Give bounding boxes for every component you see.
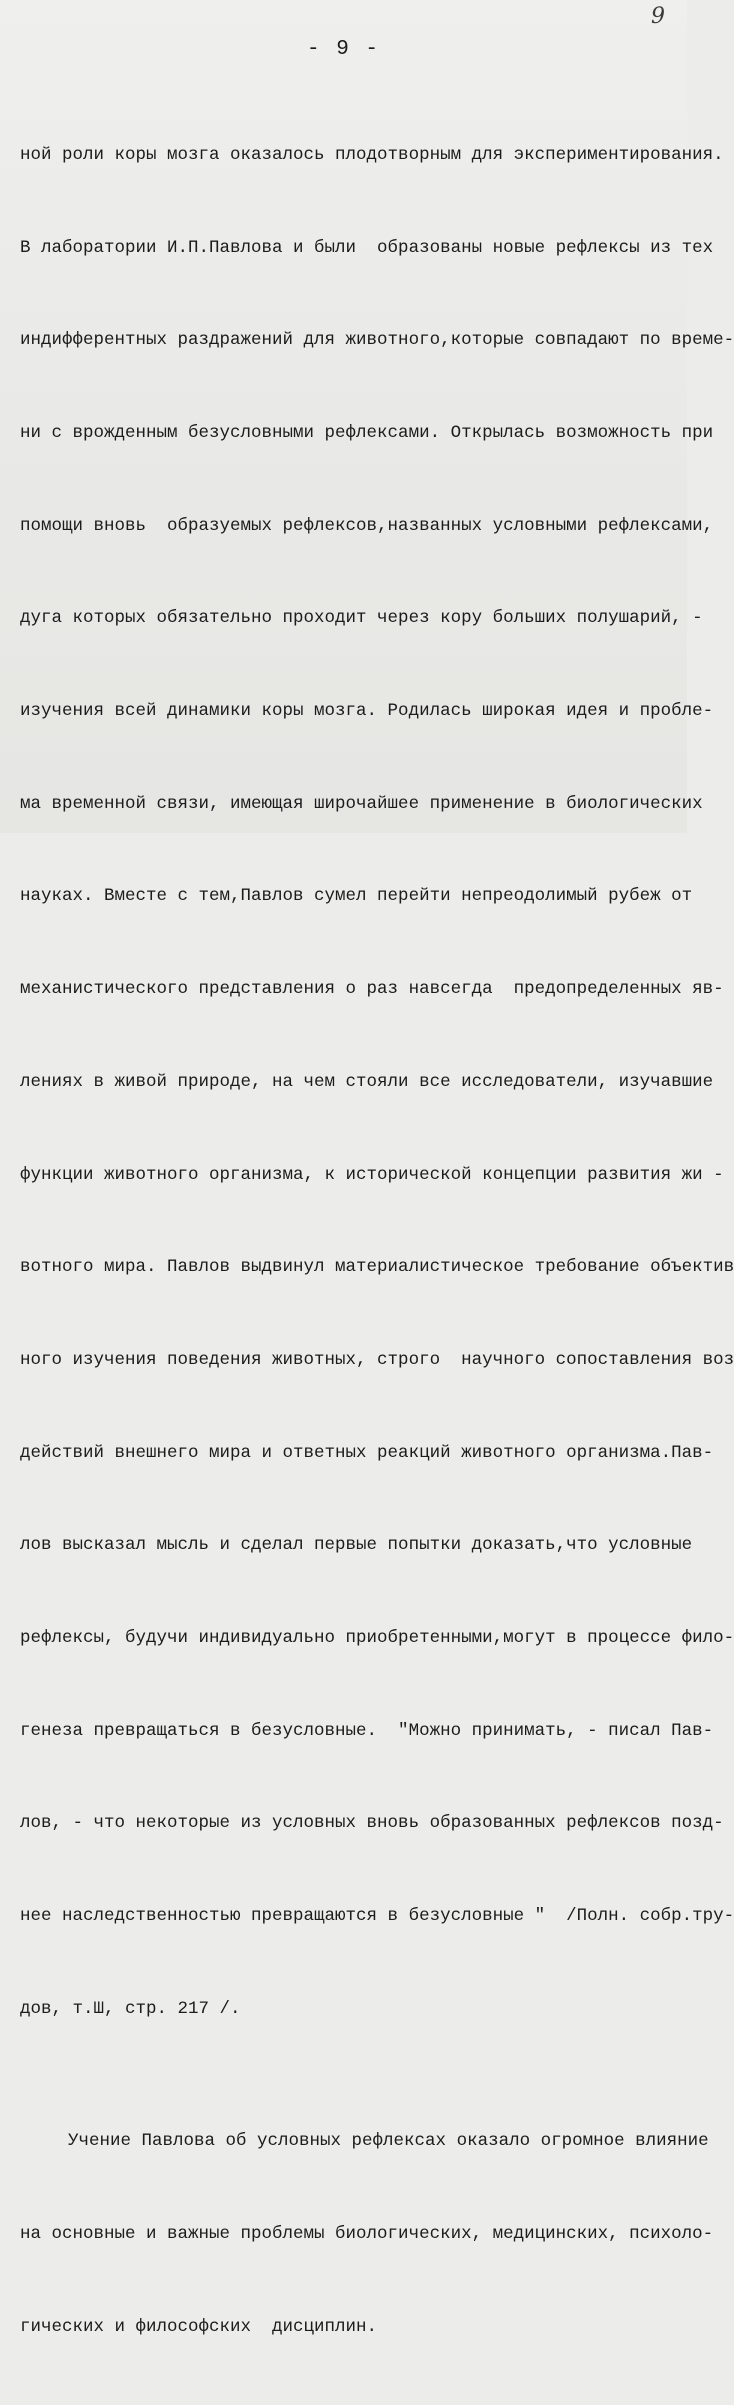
text-line: лов, - что некоторые из условных вновь образованных рефлексов позд-: [20, 1813, 724, 1834]
text-line: нее наследственностью превращаются в безусловные " /Полн. собр.тру-: [20, 1906, 734, 1927]
text-line: ного изучения поведения животных, строго научного сопоставления воз: [20, 1349, 734, 1370]
handwritten-page-number: 9: [651, 4, 665, 29]
text-line: лов высказал мысль и сделал первые попытки доказать,что условные: [20, 1535, 693, 1556]
text-line: Учение Павлова об условных рефлексах оказало огромное влияние: [68, 2131, 709, 2152]
text-line: лениях в живой природе, на чем стояли все исследователи, изучавшие: [20, 1071, 714, 1092]
text-line: науках. Вместе с тем,Павлов сумел перейти непреодолимый рубеж от: [20, 886, 693, 907]
text-line: вотного мира. Павлов выдвинул материалистическое требование объектив: [20, 1257, 734, 1278]
text-line: действий внешнего мира и ответных реакций животного организма.Пав-: [20, 1442, 714, 1463]
text-line: дов, т.Ш, стр. 217 /.: [20, 1998, 241, 2019]
text-line: рефлексы, будучи индивидуально приобретенными,могут в процессе фило-: [20, 1628, 734, 1649]
body-text: [20, 78, 734, 2405]
text-line: дуга которых обязательно проходит через кору больших полушарий, -: [20, 608, 703, 629]
text-line: на основные и важные проблемы биологических, медицинских, психоло-: [20, 2224, 714, 2245]
text-line: ни с врожденным безусловными рефлексами. Открылась возможность при: [20, 422, 714, 443]
text-line: механистического представления о раз навсегда предопределенных яв-: [20, 979, 724, 1000]
text-line: В лаборатории И.П.Павлова и были образованы новые рефлексы из тех: [20, 237, 714, 258]
text-line: гических и философских дисциплин.: [20, 2316, 378, 2337]
text-line: индифферентных раздражений для животного,которые совпадают по време-: [20, 330, 734, 351]
page-number: - 9 -: [306, 38, 380, 61]
text-line: ной роли коры мозга оказалось плодотворным для экспериментирования.: [20, 144, 724, 165]
text-line: генеза превращаться в безусловные. "Можно принимать, - писал Пав-: [20, 1720, 714, 1741]
text-line: функции животного организма, к исторической концепции развития жи -: [20, 1164, 724, 1185]
text-line: помощи вновь образуемых рефлексов,названных условными рефлексами,: [20, 515, 714, 536]
text-line: изучения всей динамики коры мозга. Родилась широкая идея и пробле-: [20, 701, 714, 722]
text-line: ма временной связи, имеющая широчайшее применение в биологических: [20, 793, 703, 814]
